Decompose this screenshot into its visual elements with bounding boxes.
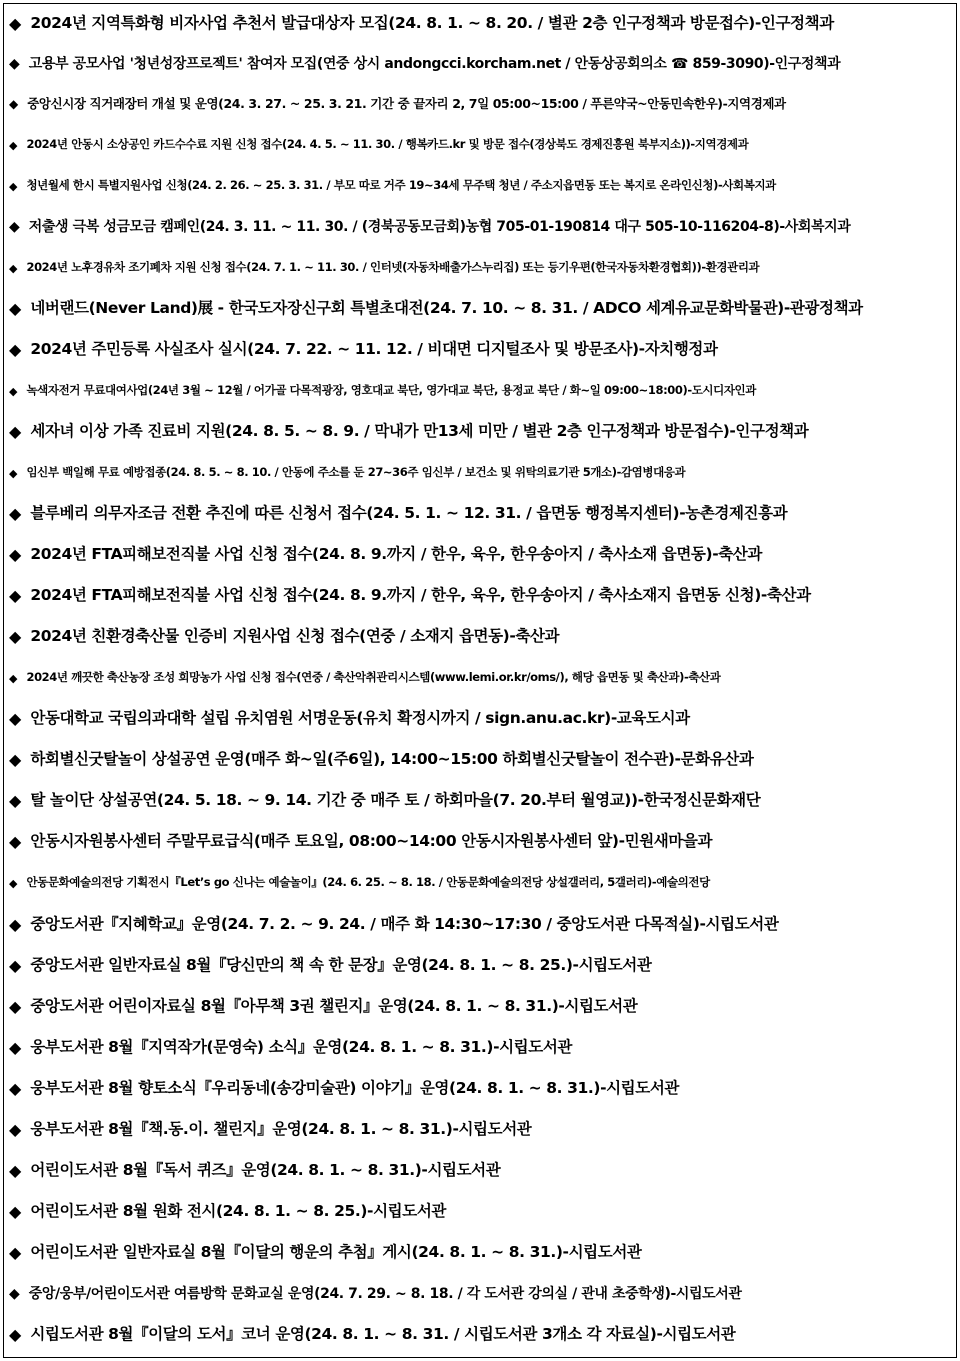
notice-item: [4, 44, 956, 84]
diamond-bullet-icon: ◆: [9, 791, 22, 810]
notice-text: 탈 놀이단 상설공연(24. 5. 18. ~ 9. 14. 기간 중 매주 토 / 하회마을(7. 20.부터 월영교))-한국정신문화재단: [30, 791, 761, 810]
diamond-bullet-icon: ◆: [9, 1079, 22, 1098]
notice-item: [4, 822, 956, 862]
notice-item: [4, 699, 956, 739]
notice-item: [4, 289, 956, 329]
diamond-bullet-icon: ◆: [9, 97, 19, 111]
notice-text: 안동시자원봉사센터 주말무료급식(매주 토요일, 08:00~14:00 안동시자원봉사센터 앞)-민원새마을과: [30, 832, 713, 851]
diamond-bullet-icon: ◆: [9, 915, 22, 934]
notice-text: 2024년 깨끗한 축산농장 조성 희망농가 사업 신청 접수(연중 / 축산악취관리시스템(www.lemi.or.kr/oms/), 해당 읍면동 및 축산과)-축산과: [26, 670, 721, 685]
diamond-bullet-icon: ◆: [9, 299, 22, 318]
diamond-bullet-icon: ◆: [9, 1325, 22, 1344]
notice-text: 2024년 노후경유차 조기폐차 지원 신청 접수(24. 7. 1. ~ 11. 30. / 인터넷(자동차배출가스누리집) 또는 등기우편(한국자동차환경협회))-환경관리과: [26, 260, 760, 275]
notice-text: 세자녀 이상 가족 진료비 지원(24. 8. 5. ~ 8. 9. / 막내가 만13세 미만 / 별관 2층 인구정책과 방문접수)-인구정책과: [30, 422, 809, 441]
notice-item: [4, 987, 956, 1027]
diamond-bullet-icon: ◆: [9, 261, 18, 275]
notice-text: 안동대학교 국립의과대학 설립 유치염원 서명운동(유치 확정시까지 / sign.anu.ac.kr)-교육도시과: [30, 709, 690, 728]
notice-text: 고용부 공모사업 '청년성장프로젝트' 참여자 모집(연중 상시 andongcci.korcham.net / 안동상공회의소 ☎ 859-3090)-인구정책과: [28, 55, 841, 72]
notice-text: 중앙도서관『지혜학교』운영(24. 7. 2. ~ 9. 24. / 매주 화 14:30~17:30 / 중앙도서관 다목적실)-시립도서관: [30, 915, 779, 934]
notice-text: 블루베리 의무자조금 전환 추진에 따른 신청서 접수(24. 5. 1. ~ 12. 31. / 읍면동 행정복지센터)-농촌경제진흥과: [30, 504, 788, 523]
notice-item: [4, 166, 956, 206]
notice-item: [4, 84, 956, 124]
notice-item: [4, 412, 956, 452]
notice-text: 웅부도서관 8월『책.동.이. 챌린지』운영(24. 8. 1. ~ 8. 31.)-시립도서관: [30, 1120, 532, 1139]
notice-item: [4, 1233, 956, 1273]
notice-item: [4, 658, 956, 698]
diamond-bullet-icon: ◆: [9, 876, 18, 890]
diamond-bullet-icon: ◆: [9, 956, 22, 975]
diamond-bullet-icon: ◆: [9, 1120, 22, 1139]
notice-text: 중앙신시장 직거래장터 개설 및 운영(24. 3. 27. ~ 25. 3. 21. 기간 중 끝자리 2, 7일 05:00~15:00 / 푸른약국~안동민속한우)-지역경제과: [27, 95, 786, 111]
notice-item: [4, 248, 956, 288]
notice-item: [4, 371, 956, 411]
notice-item: [4, 4, 956, 44]
notice-item: [4, 1151, 956, 1191]
notice-text: 2024년 FTA피해보전직불 사업 신청 접수(24. 8. 9.까지 / 한우, 육우, 한우송아지 / 축사소재지 읍면동 신청)-축산과: [30, 586, 811, 605]
diamond-bullet-icon: ◆: [9, 1286, 20, 1302]
notice-text: 2024년 주민등록 사실조사 실시(24. 7. 22. ~ 11. 12. / 비대면 디지털조사 및 방문조사)-자치행정과: [30, 340, 718, 359]
notice-item: [4, 1192, 956, 1232]
notice-item: [4, 535, 956, 575]
notice-item: [4, 494, 956, 534]
diamond-bullet-icon: ◆: [9, 627, 22, 646]
notice-item: [4, 905, 956, 945]
diamond-bullet-icon: ◆: [9, 832, 22, 851]
diamond-bullet-icon: ◆: [9, 1202, 22, 1221]
diamond-bullet-icon: ◆: [9, 545, 22, 564]
notice-item: [4, 617, 956, 657]
notice-text: 중앙도서관 어린이자료실 8월『아무책 3권 챌린지』운영(24. 8. 1. ~ 8. 31.)-시립도서관: [30, 997, 638, 1016]
diamond-bullet-icon: ◆: [9, 1161, 22, 1180]
notice-text: 2024년 지역특화형 비자사업 추천서 발급대상자 모집(24. 8. 1. ~ 8. 20. / 별관 2층 인구정책과 방문접수)-인구정책과: [30, 14, 834, 33]
notice-text: 중앙/웅부/어린이도서관 여름방학 문화교실 운영(24. 7. 29. ~ 8. 18. / 각 도서관 강의실 / 관내 초중학생)-시립도서관: [28, 1285, 742, 1302]
diamond-bullet-icon: ◆: [9, 219, 20, 235]
notice-text: 웅부도서관 8월 향토소식『우리동네(송강미술관) 이야기』운영(24. 8. 1. ~ 8. 31.)-시립도서관: [30, 1079, 679, 1098]
notice-text: 2024년 FTA피해보전직불 사업 신청 접수(24. 8. 9.까지 / 한우, 육우, 한우송아지 / 축사소재 읍면동)-축산과: [30, 545, 762, 564]
notice-text: 중앙도서관 일반자료실 8월『당신만의 책 속 한 문장』운영(24. 8. 1. ~ 8. 25.)-시립도서관: [30, 956, 652, 975]
diamond-bullet-icon: ◆: [9, 422, 22, 441]
notice-item: [4, 1069, 956, 1109]
notice-text: 청년월세 한시 특별지원사업 신청(24. 2. 26. ~ 25. 3. 31. / 부모 따로 거주 19~34세 무주택 청년 / 주소지읍면동 또는 복지로 온라인신청)-사회복지과: [26, 178, 776, 193]
notice-item: [4, 946, 956, 986]
diamond-bullet-icon: ◆: [9, 1243, 22, 1262]
diamond-bullet-icon: ◆: [9, 1038, 22, 1057]
notice-text: 어린이도서관 8월『독서 퀴즈』운영(24. 8. 1. ~ 8. 31.)-시립도서관: [30, 1161, 501, 1180]
diamond-bullet-icon: ◆: [9, 504, 22, 523]
notice-text: 2024년 친환경축산물 인증비 지원사업 신청 접수(연중 / 소재지 읍면동)-축산과: [30, 627, 560, 646]
notice-item: [4, 740, 956, 780]
notice-text: 웅부도서관 8월『지역작가(문영숙) 소식』운영(24. 8. 1. ~ 8. 31.)-시립도서관: [30, 1038, 572, 1057]
notice-item: [4, 1274, 956, 1314]
notice-text: 시립도서관 8월『이달의 도서』코너 운영(24. 8. 1. ~ 8. 31. / 시립도서관 3개소 각 자료실)-시립도서관: [30, 1325, 736, 1344]
notice-board: [3, 3, 957, 1358]
notice-text: 안동문화예술의전당 기획전시『Let’s go 신나는 예술놀이』(24. 6. 25. ~ 8. 18. / 안동문화예술의전당 상설갤러리, 5갤러리)-예술의전당: [26, 875, 710, 890]
diamond-bullet-icon: ◆: [9, 750, 22, 769]
notice-item: [4, 781, 956, 821]
notice-item: [4, 863, 956, 903]
notice-item: [4, 1110, 956, 1150]
diamond-bullet-icon: ◆: [9, 138, 18, 152]
notice-item: [4, 207, 956, 247]
notice-item: [4, 576, 956, 616]
notice-item: [4, 125, 956, 165]
notice-text: 저출생 극복 성금모금 캠페인(24. 3. 11. ~ 11. 30. / (경북공동모금회)농협 705-01-190814 대구 505-10-116204-8)-사회복지과: [28, 218, 851, 235]
notice-text: 어린이도서관 일반자료실 8월『이달의 행운의 추첨』게시(24. 8. 1. ~ 8. 31.)-시립도서관: [30, 1243, 642, 1262]
diamond-bullet-icon: ◆: [9, 340, 22, 359]
diamond-bullet-icon: ◆: [9, 586, 22, 605]
diamond-bullet-icon: ◆: [9, 997, 22, 1016]
diamond-bullet-icon: ◆: [9, 14, 22, 33]
diamond-bullet-icon: ◆: [9, 466, 18, 480]
diamond-bullet-icon: ◆: [9, 671, 18, 685]
diamond-bullet-icon: ◆: [9, 179, 18, 193]
diamond-bullet-icon: ◆: [9, 709, 22, 728]
notice-item: [4, 330, 956, 370]
notice-text: 하회별신굿탈놀이 상설공연 운영(매주 화~일(주6일), 14:00~15:00 하회별신굿탈놀이 전수관)-문화유산과: [30, 750, 754, 769]
diamond-bullet-icon: ◆: [9, 56, 20, 72]
notice-text: 어린이도서관 8월 원화 전시(24. 8. 1. ~ 8. 25.)-시립도서관: [30, 1202, 446, 1221]
notice-text: 녹색자전거 무료대여사업(24년 3월 ~ 12월 / 어가골 다목적광장, 영호대교 북단, 영가대교 북단, 용정교 북단 / 화~일 09:00~18:00)-도시디자인과: [26, 383, 756, 398]
notice-item: [4, 453, 956, 493]
notice-text: 네버랜드(Never Land)展 - 한국도자장신구회 특별초대전(24. 7. 10. ~ 8. 31. / ADCO 세계유교문화박물관)-관광정책과: [30, 299, 863, 318]
notice-text: 2024년 안동시 소상공인 카드수수료 지원 신청 접수(24. 4. 5. ~ 11. 30. / 행복카드.kr 및 방문 접수(경상북도 경제진흥원 북부지소))-지역경제과: [26, 137, 749, 152]
diamond-bullet-icon: ◆: [9, 384, 18, 398]
notice-item: [4, 1028, 956, 1068]
notice-text: 임신부 백일해 무료 예방접종(24. 8. 5. ~ 8. 10. / 안동에 주소를 둔 27~36주 임신부 / 보건소 및 위탁의료기관 5개소)-감염병대응과: [26, 465, 686, 480]
notice-item: [4, 1315, 956, 1355]
